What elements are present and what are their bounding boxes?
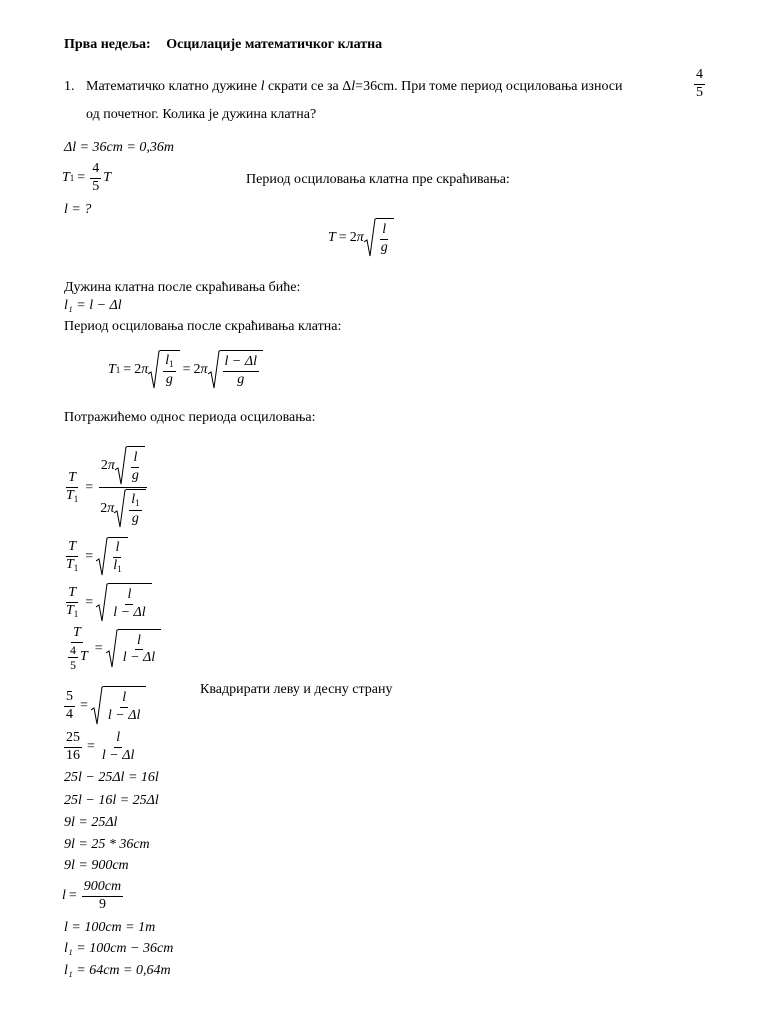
ratio-intro-note: Потражићемо однос периода осциловања: xyxy=(64,410,316,425)
formula-period-after: T 1 = 2 π $\frac{l_1}{g}$ = 2 π $\frac{l - \Delta l}{g}$ xyxy=(108,350,263,390)
solution-line: 9l = 25 * 36cm xyxy=(64,837,150,852)
solution-line: l₁ = 64cm = 0,64m xyxy=(64,963,171,978)
problem-number: 1. xyxy=(64,79,75,94)
problem-ratio: $\frac{4}{5}$ xyxy=(696,67,703,100)
ratio-step-5: $\frac{5}{4}$ = $\frac{l}{l - \Delta l}$ xyxy=(62,686,146,726)
length-after-note: Дужина клатна после скраћивања биће: xyxy=(64,280,301,295)
worksheet-title xyxy=(64,38,382,52)
l-fraction-line: l = $\frac{900cm}{9}$ xyxy=(62,879,122,912)
ratio-step-2: $\frac{T}{T_1}$ = $\frac{l}{l_1}$ xyxy=(62,537,128,577)
period-before-note: Период осциловања клатна пре скраћивања: xyxy=(246,172,510,187)
ratio-step-4: T $\frac{4}{5}$ T = $\frac{l}{l - \Delta l}$ xyxy=(62,626,161,672)
l1-expression: l₁ = l − Δl xyxy=(64,298,122,313)
given-t1: T 1 = $\frac{4}{5}$ T xyxy=(62,161,111,194)
solution-line: l₁ = 100cm − 36cm xyxy=(64,941,174,956)
ratio-step-6: $\frac{25}{16}$ = $\frac{l}{l - \Delta l}$ xyxy=(66,730,135,763)
week-label: Прва недеља: xyxy=(64,37,151,52)
given-l-unknown: l = ? xyxy=(64,202,92,217)
problem-text-line2: од почетног. Колика је дужина клатна? xyxy=(86,107,317,122)
ratio-step-3: $\frac{T}{T_1}$ = $\frac{l}{l - \Delta l}$ xyxy=(62,583,152,623)
topic-label: Осцилације математичког клатна xyxy=(166,37,383,52)
ratio-step-1: $\frac{T}{T_1}$ = 2 π $\frac{l}{g}$ 2 π $\frac{l_1}{g}$ xyxy=(62,446,150,529)
solution-line: l = 100cm = 1m xyxy=(64,920,156,935)
solution-line: 25l − 16l = 25Δl xyxy=(64,793,159,808)
given-dl: Δl = 36cm = 0,36m xyxy=(64,140,174,155)
solution-line: 9l = 25Δl xyxy=(64,815,118,830)
problem-text-line1: Математичко клатно дужине l скрати се за Δl=36cm. При томе период осциловања износи xyxy=(86,79,623,94)
period-after-note: Период осциловања после скраћивања клатна: xyxy=(64,319,342,334)
solution-line: 25l − 25Δl = 16l xyxy=(64,770,159,785)
solution-line: 9l = 900cm xyxy=(64,858,129,873)
formula-period: T = 2 π $\frac{l}{g}$ xyxy=(328,218,394,258)
square-note: Квадрирати леву и десну страну xyxy=(200,682,393,697)
